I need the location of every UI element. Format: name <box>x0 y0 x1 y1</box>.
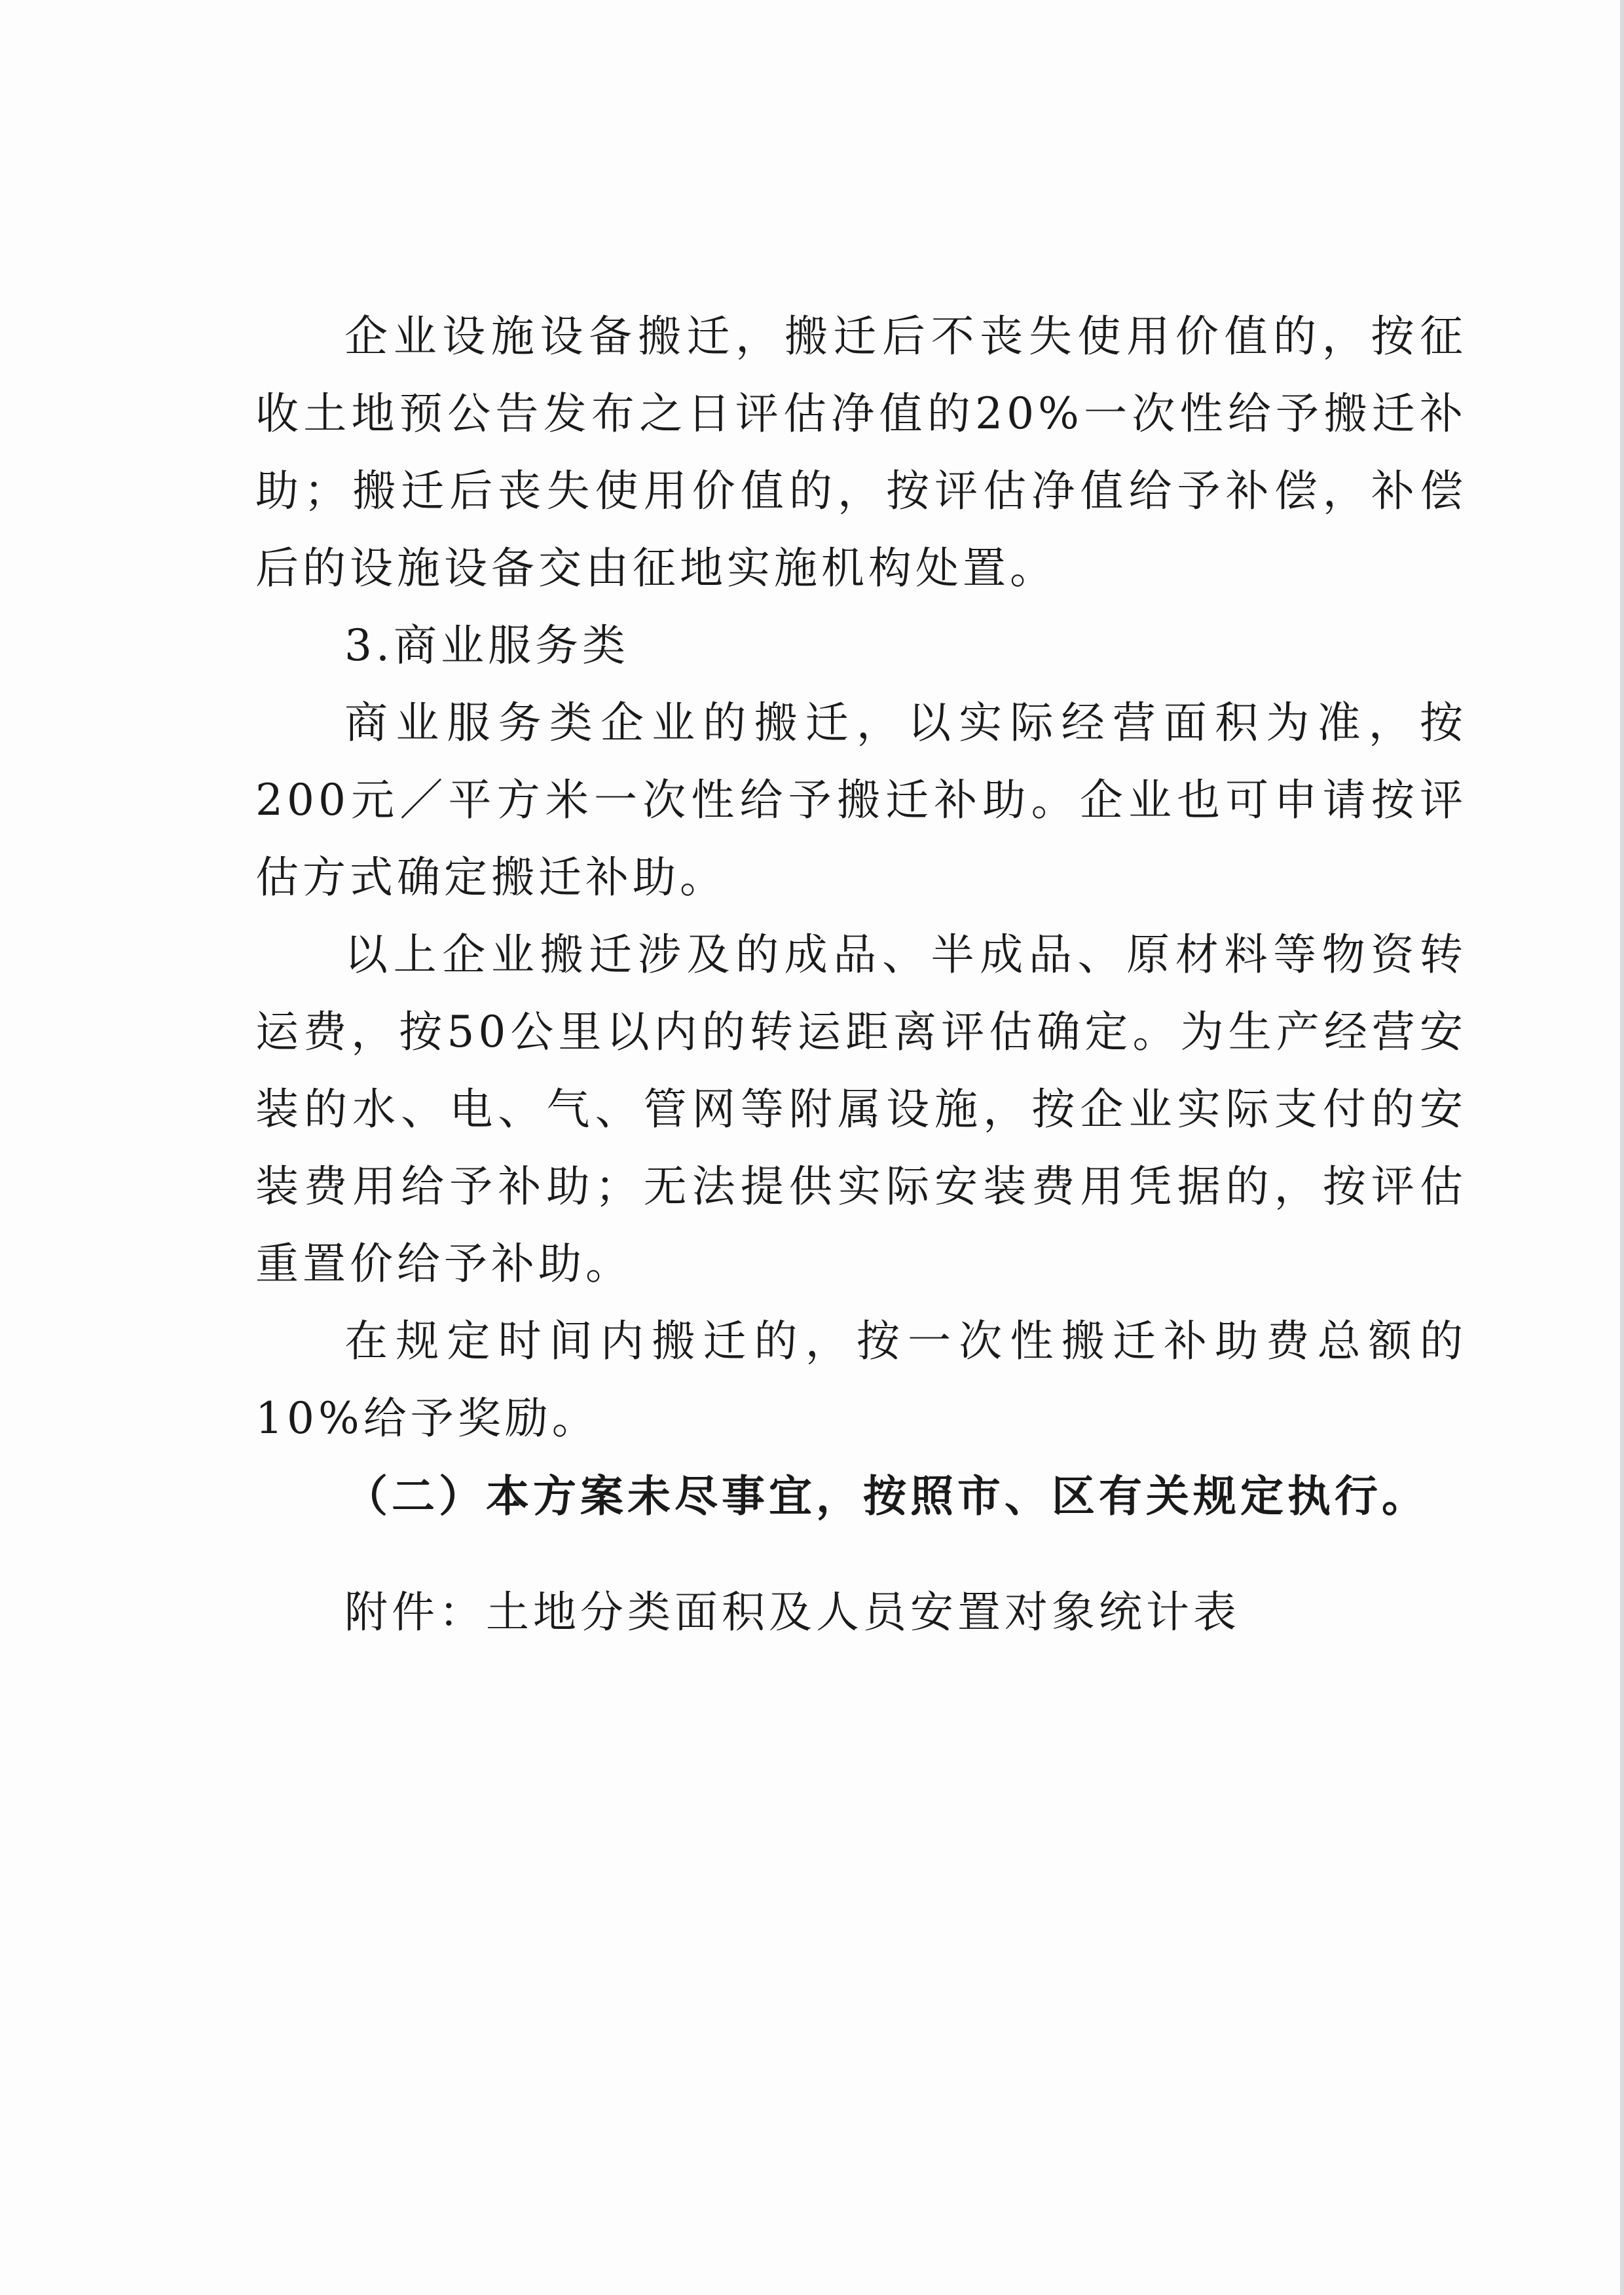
paragraph-timely-relocation-reward: 在规定时间内搬迁的，按一次性搬迁补助费总额的10%给予奖励。 <box>255 1316 1467 1444</box>
section-heading-commercial-services: 3.商业服务类 <box>344 620 629 671</box>
paragraph-equipment-relocation: 企业设施设备搬迁，搬迁后不丧失使用价值的，按征收土地预公告发布之日评估净值的20%一次性给予搬迁补助；搬迁后丧失使用价值的，按评估净值给予补偿，补偿后的设施设备交由征地实施机构处置。 <box>255 311 1467 593</box>
document-body <box>255 298 1467 1651</box>
paragraph-transport-fees: 以上企业搬迁涉及的成品、半成品、原材料等物资转运费，按50公里以内的转运距离评估确定。为生产经营安装的水、电、气、管网等附属设施，按企业实际支付的安装费用给予补助；无法提供实际安装费用凭据的，按评估重置价给予补助。 <box>255 929 1467 1289</box>
paragraph-commercial-relocation: 商业服务类企业的搬迁，以实际经营面积为准，按200元／平方米一次性给予搬迁补助。企业也可申请按评估方式确定搬迁补助。 <box>255 698 1467 903</box>
attachment-note: 附件：土地分类面积及人员安置对象统计表 <box>344 1587 1240 1637</box>
section-heading-other-matters: （二）本方案未尽事宜，按照市、区有关规定执行。 <box>344 1470 1429 1521</box>
